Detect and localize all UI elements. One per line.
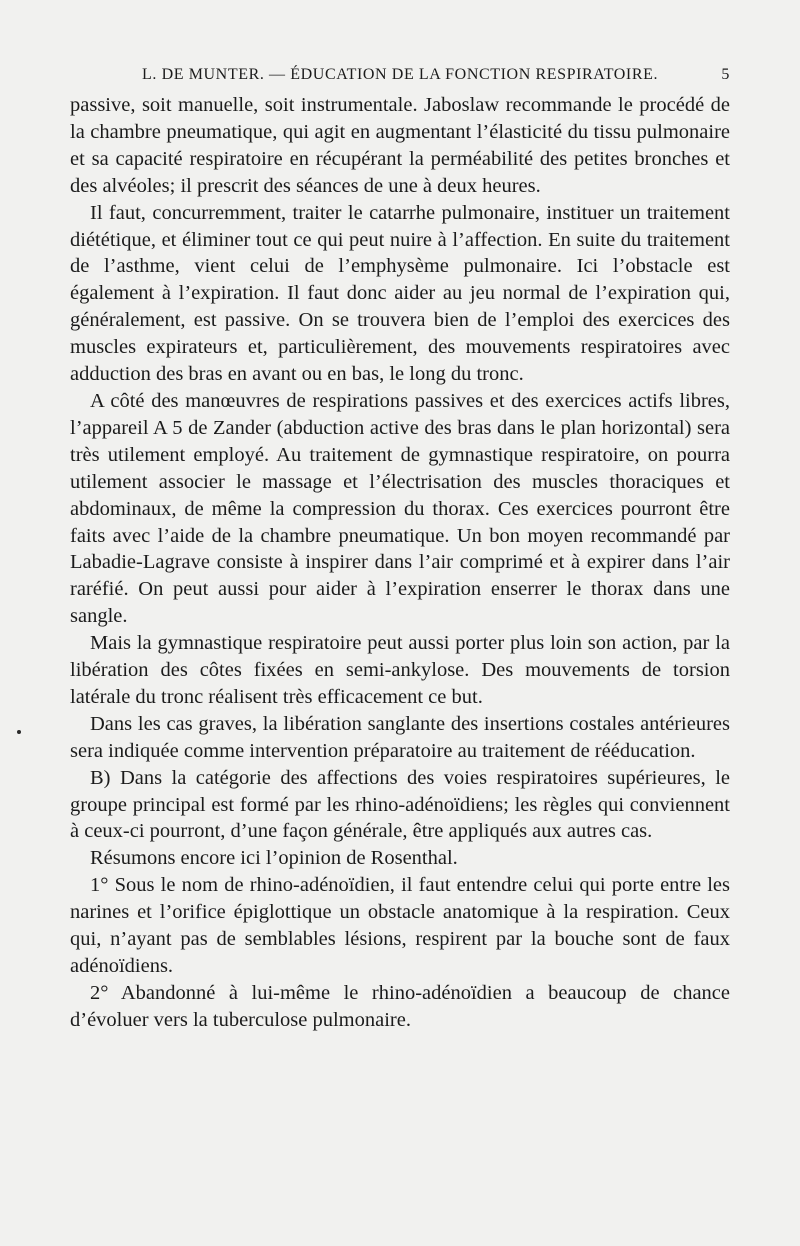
paragraph: 1° Sous le nom de rhino-adénoïdien, il faut entendre celui qui porte entre les narines et l’orifice épiglottique un obstacle anatomique à la respiration. Ceux qui, n’ayant pas de semblables lésions, respirent par la bouche sont de faux adénoïdiens. (70, 874, 730, 977)
paragraph: B) Dans la catégorie des affections des voies respiratoires supérieures, le groupe principal est formé par les rhino-adénoïdiens; les règles qui conviennent à ceux-ci pourront, d’une façon générale, être appliqués aux autres cas. (70, 766, 730, 843)
page-number: 5 (721, 66, 730, 83)
paragraph: Mais la gymnastique respiratoire peut aussi porter plus loin son action, par la libération des côtes fixées en semi-ankylose. Des mouvements de torsion latérale du tronc réalisent très efficacement ce but. (70, 632, 730, 708)
paragraph: A côté des manœuvres de respirations passives et des exercices actifs libres, l’appareil A 5 de Zander (abduction active des bras dans le plan horizontal) sera très utilement employé. Au traitement de gymnastique respiratoire, on pourra utilement associer le massage et l’électrisation des muscles thoraciques et abdominaux, de même la compression du thorax. Ces exercices pourront être faits avec l’aide de la chambre pneumatique. Un bon moyen recommandé par Labadie-Lagrave consiste à inspirer dans l’air comprimé et à expirer dans l’air raréfié. On peut aussi pour aider à l’expiration enserrer le thorax dans une sangle. (70, 389, 730, 628)
body-text (70, 92, 730, 1034)
paragraph: Résumons encore ici l’opinion de Rosenthal. (90, 847, 458, 870)
running-title: L. DE MUNTER. — ÉDUCATION DE LA FONCTION RESPIRATOIRE. (142, 66, 659, 83)
paragraph: 2° Abandonné à lui-même le rhino-adénoïdien a beaucoup de chance d’évoluer vers la tuberculose pulmonaire. (70, 981, 730, 1031)
margin-dot (17, 730, 21, 734)
paragraph: Il faut, concurremment, traiter le catarrhe pulmonaire, instituer un traitement diététique, et éliminer tout ce qui peut nuire à l’affection. En suite du traitement de l’asthme, vient celui de l’emphysème pulmonaire. Ici l’obstacle est également à l’expiration. Il faut donc aider au jeu normal de l’expiration qui, généralement, est passive. On se trouvera bien de l’emploi des exercices des muscles expirateurs et, particulièrement, des mouvements respiratoires avec adduction des bras en avant ou en bas, le long du tronc. (70, 201, 730, 386)
paragraph: Dans les cas graves, la libération sanglante des insertions costales antérieures sera indiquée comme intervention préparatoire au traitement de rééducation. (70, 712, 730, 762)
paragraph-continued: passive, soit manuelle, soit instrumentale. Jaboslaw recommande le procédé de la chambre pneumatique, qui agit en augmentant l’élasticité du tissu pulmonaire et sa capacité respiratoire en récupérant la perméabilité des petites bronches et des alvéoles; il prescrit des séances de une à deux heures. (70, 94, 730, 197)
